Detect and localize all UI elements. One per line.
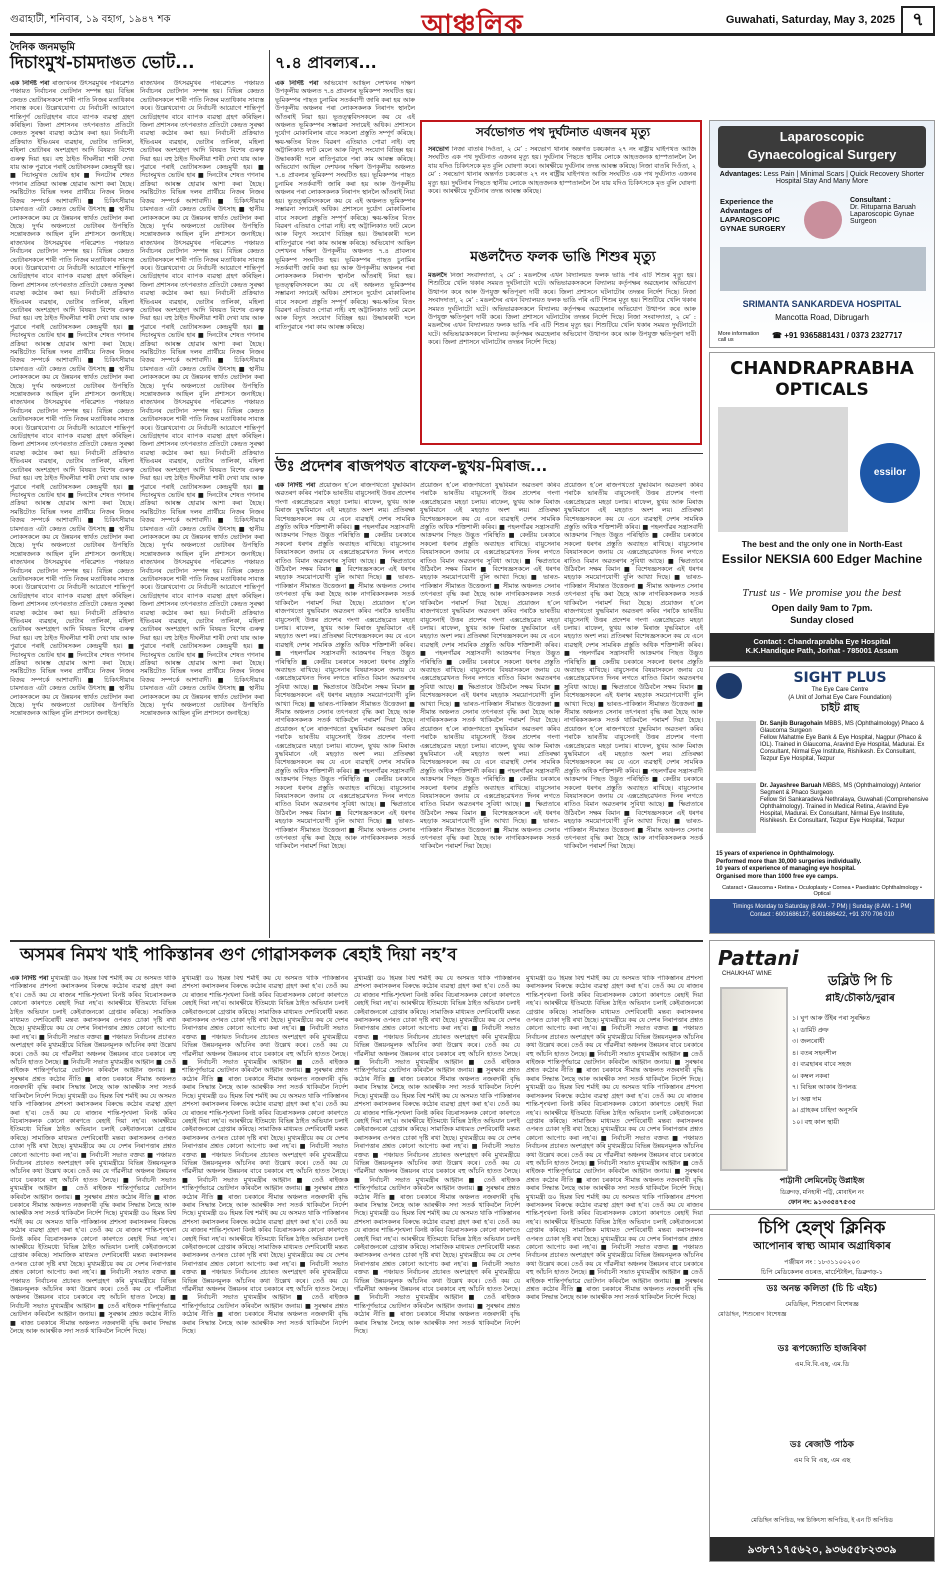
ad3-bullets: [716, 851, 930, 881]
ad-cp-health: [709, 1214, 935, 1562]
uterus-icon: [804, 201, 842, 239]
article1-body-repeat3: ৰাজ্যখনৰ উৎসৱমুখৰ পৰিৱেশত পঞ্চায়ত নিৰ্বাচনৰ ভোটদান সম্পন্ন হয়। বিভিন্ন কেন্দ্ৰত ভোটাৰসকলে শাৰী পাতি নিজৰ মতাধিকাৰ সাব্যস্ত কৰে। উল্লেখযোগ্য যে নিৰ্বাচনী আয়োগে শান্তিপূৰ্ণ ভোটগ্ৰহণৰ বাবে ব্যাপক ব্যৱস্থা গ্ৰহণ কৰিছিল। জিলা প্ৰশাসনৰ তৎপৰতাত প্ৰতিটো কেন্দ্ৰত সুৰক্ষা ব্যৱস্থা কঠোৰ কৰা হয়। নিৰ্বাচনী প্ৰক্ৰিয়াত ইভিএমৰ ব্যৱহাৰ, ভোটাৰ তালিকা, মহিলা ভোটাৰৰ অংশগ্ৰহণ আদি বিষয়ত বিশেষ গুৰুত্ব দিয়া হয়। বহু ঠাইত দীঘলীয়া শাৰী দেখা যায় আৰু পুৱাৰে পৰাই ভোটাৰসকল কেন্দ্ৰমুখী হয়। ■ দিচাংমুখত ভোটৰ হাৰ ■ দিনটোৰ শেষত গণনাৰ প্ৰক্ৰিয়া আৰম্ভ হোৱাৰ আশা কৰা হৈছে। সমষ্টিটোত বিভিন্ন দলৰ প্ৰাৰ্থীয়ে নিজৰ নিজৰ বিজয় সম্পৰ্কে আশাবাদী। ■ চিকিৎসীয়াৰ চামদাঙত এটা কেন্দ্ৰত ভোটৰ উৎসাহ ■ স্থানীয় লোকসকলে কয় যে উন্নয়নৰ স্বাৰ্থত ভোটদান কৰা হৈছে। দুৰ্গম অঞ্চলতো ভোটাৰৰ উপস্থিতি সন্তোষজনক আছিল বুলি প্ৰশাসনে জনাইছে।: [10, 559, 134, 718]
article5-text-g: প্ৰয়োজন হ’লে ৰাজপথতো যুদ্ধবিমান অৱতৰণ কৰিব পৰাকৈ ভাৰতীয় বায়ুসেনাই উত্তৰ প্ৰদেশৰ গংগা এক্সপ্ৰেছৱেত মহড়া চলায়। ৰাফেল, ছুখয় আৰু মিৰাজ যুদ্ধবিমানে এই মহড়াত অংশ লয়। প্ৰতিৰক্ষা বিশেষজ্ঞসকলে কয় যে এনে ব্যৱস্থাই দেশৰ সামৰিক প্ৰস্তুতি অধিক শক্তিশালী কৰিব। ■ পহলগাঁৱৰ সন্ত্ৰাসবাদী আক্ৰমণৰ পিছত উদ্ভূত পৰিস্থিতি ■ কেন্দ্ৰীয় চৰকাৰে সকলো ধৰণৰ প্ৰস্তুতি অব্যাহত ৰাখিছে। বায়ুসেনাৰ বিষয়াসকলে জনায় যে এক্সপ্ৰেছৱেখনত দিনৰ লগতে ৰাতিও বিমান অৱতৰণৰ সুবিধা আছে। ■ ক্ষিপ্ৰতাৰে উঠিবলৈ সক্ষম বিমান ■ বিশেষজ্ঞসকলে এই ধৰণৰ মহড়াক সময়োপযোগী বুলি আখ্যা দিছে। ■ ভাৰত-পাকিস্তান সীমান্তত উত্তেজনা ■ সীমান্ত অঞ্চলত সেনাৰ তৎপৰতা বৃদ্ধি কৰা হৈছে আৰু নাগৰিকসকলক সতৰ্ক থাকিবলৈ পৰামৰ্শ দিয়া হৈছে।: [564, 482, 703, 607]
article4-headline: মঙলদৈত ফলক ভাঙি শিশুৰ মৃত্যু: [470, 249, 656, 265]
ad3-sub: The Eye Care Centre: [811, 687, 869, 693]
article4-byline: মঙলদৈ: [428, 272, 447, 279]
article5-body-col1: [275, 482, 415, 937]
article1-body-col2: [140, 80, 264, 935]
page-number: ৭: [901, 6, 935, 36]
ad5-doc3: ডঃ ৰেজাউ পাঠক: [790, 1440, 854, 1450]
ad3-contact: Contact : 6001686127, 6001686422, +91 370 706 010: [749, 912, 895, 918]
ad3-bullet-2: Performed more than 30,000 surgeries individually.: [716, 858, 862, 865]
masthead-date-assamese: গুৱাহাটী, শনিবাৰ, ১৯ বহাগ, ১৯৪৭ শক: [10, 14, 171, 25]
ad5-tagline: আপোনাৰ স্বাস্থ্য আমাৰ অগ্ৰাধিকাৰ: [753, 1241, 891, 1252]
ad4-item-7: ৭। বিভিন্ন আকাৰ উপলব্ধ: [792, 1084, 857, 1091]
ad3-doc1: Dr. Sanjib Buragohain: [760, 721, 823, 727]
ad3-timings: Timings Monday to Saturday (8 AM - 7 PM) | Sunday (8 AM - 1 PM): [732, 904, 912, 910]
article2-text: অভিযোগ আছিল দেশখনৰ দক্ষিণ উপকূলীয় অঞ্চলত ৭.৪ প্ৰাবল্যৰ ভূমিকম্প সংঘটিত হয়। ভূমিকম্পৰ পাছত চুনামিৰ সতৰ্কবাণী জাৰি কৰা হয় আৰু উপকূলীয় অঞ্চলৰ পৰা লোকসকলক নিৰাপদ স্থানলৈ আঁতৰাই নিয়া হয়। ভূতত্ত্ববিদসকলে কয় যে এই অঞ্চলত ভূমিকম্পৰ সম্ভাৱনা সদায়েই অধিক। প্ৰশাসনে দুৰ্যোগ মোকাবিলাৰ বাবে সকলো প্ৰস্তুতি সম্পূৰ্ণ কৰিছে। ক্ষয়-ক্ষতিৰ বিতং বিৱৰণ এতিয়াও পোৱা নাই। বহু অট্টালিকাত ফাট মেলে আৰু বিদ্যুৎ সংযোগ বিচ্ছিন্ন হয়। উদ্ধাৰকাৰী দলে ৰাতিপুৱাৰে পৰা কাম আৰম্ভ কৰিছে।: [275, 80, 415, 163]
article1-byline: এক নিৰ্দিষ্ট পৰা: [10, 80, 50, 87]
article1-body: ৰাজ্যখনৰ উৎসৱমুখৰ পৰিৱেশত পঞ্চায়ত নিৰ্বাচনৰ ভোটদান সম্পন্ন হয়। বিভিন্ন কেন্দ্ৰত ভোটাৰসকলে শাৰী পাতি নিজৰ মতাধিকাৰ সাব্যস্ত কৰে। উল্লেখযোগ্য যে নিৰ্বাচনী আয়োগে শান্তিপূৰ্ণ ভোটগ্ৰহণৰ বাবে ব্যাপক ব্যৱস্থা গ্ৰহণ কৰিছিল। জিলা প্ৰশাসনৰ তৎপৰতাত প্ৰতিটো কেন্দ্ৰত সুৰক্ষা ব্যৱস্থা কঠোৰ কৰা হয়। নিৰ্বাচনী প্ৰক্ৰিয়াত ইভিএমৰ ব্যৱহাৰ, ভোটাৰ তালিকা, মহিলা ভোটাৰৰ অংশগ্ৰহণ আদি বিষয়ত বিশেষ গুৰুত্ব দিয়া হয়। বহু ঠাইত দীঘলীয়া শাৰী দেখা যায় আৰু পুৱাৰে পৰাই ভোটাৰসকল কেন্দ্ৰমুখী হয়। ■ দিচাংমুখত ভোটৰ হাৰ ■ দিনটোৰ শেষত গণনাৰ প্ৰক্ৰিয়া আৰম্ভ হোৱাৰ আশা কৰা হৈছে। সমষ্টিটোত বিভিন্ন দলৰ প্ৰাৰ্থীয়ে নিজৰ নিজৰ বিজয় সম্পৰ্কে আশাবাদী। ■ চিকিৎসীয়াৰ চামদাঙত এটা কেন্দ্ৰত ভোটৰ উৎসাহ ■ স্থানীয় লোকসকলে কয় যে উন্নয়নৰ স্বাৰ্থত ভোটদান কৰা হৈছে। দুৰ্গম অঞ্চলতো ভোটাৰৰ উপস্থিতি সন্তোষজনক আছিল বুলি প্ৰশাসনে জনাইছে।: [10, 80, 134, 239]
ad2-brand: essilor: [873, 467, 907, 478]
masthead-logo: আঞ্চলিক: [421, 10, 524, 40]
ad4-item-8: ৮। অল্প দাম: [792, 1095, 822, 1103]
article3-body: [428, 146, 696, 241]
doctor2-photo: [716, 783, 756, 833]
ad3-doc1-d: Fellow Mahatme Eye Bank & Eye Hospital, Nagpur (Phaco & IOL). Trained in Glaucoma, Aravind Eye Hospital, Madurai. Ex Consultant, Nirmal Eye Institute, Rishikesh. Ex Consultant, Tezpur Eye Hospital, Tezpur: [760, 735, 925, 762]
ad2-contact: Contact : Chandraprabha Eye Hospital: [753, 637, 891, 646]
doctor1-photo: [716, 721, 756, 771]
ad4-item-5: ৫। ব্যৱহাৰৰ বাবে সহজ: [792, 1061, 852, 1068]
ad3-name-as: চাইট প্লাছ: [820, 703, 860, 714]
article4-text-r: নিজা সংবাদদাতা, ২ মে’ : মঙলদৈৰ এখন বিদ্যালয়ত ফলক ভাঙি পৰি এটি শিশুৰ মৃত্যু হয়। শিশুটিয়ে খেলি থকাৰ সময়ত দুৰ্ঘটনাটো ঘটে। অভিভাৱকসকলে বিদ্যালয় কৰ্তৃপক্ষৰ অৱহেলাৰ অভিযোগ উত্থাপন কৰে আৰু উপযুক্ত ক্ষতিপূৰণ দাবী কৰে। জিলা প্ৰশাসনে ঘটনাটোৰ তদন্তৰ নিৰ্দেশ দিছে।: [428, 288, 696, 322]
ad5-footer: মেডিছিন অপিচিড, দন্ত চিকিৎসা অপিচিড, ই এন টি অপিচিড: [751, 1518, 893, 1524]
ad3-doc2-q: MBBS, MS (Ophthalmology) Anterior Segment & Phaco Surgeon: [760, 783, 921, 796]
article5-text-f: প্ৰয়োজন হ’লে ৰাজপথতো যুদ্ধবিমান অৱতৰণ কৰিব পৰাকৈ ভাৰতীয় বায়ুসেনাই উত্তৰ প্ৰদেশৰ গংগা এক্সপ্ৰেছৱেত মহড়া চলায়। ৰাফেল, ছুখয় আৰু মিৰাজ যুদ্ধবিমানে এই মহড়াত অংশ লয়। প্ৰতিৰক্ষা বিশেষজ্ঞসকলে কয় যে এনে ব্যৱস্থাই দেশৰ সামৰিক প্ৰস্তুতি অধিক শক্তিশালী কৰিব। ■ পহলগাঁৱৰ সন্ত্ৰাসবাদী আক্ৰমণৰ পিছত উদ্ভূত পৰিস্থিতি ■ কেন্দ্ৰীয় চৰকাৰে সকলো ধৰণৰ প্ৰস্তুতি অব্যাহত ৰাখিছে। বায়ুসেনাৰ বিষয়াসকলে জনায় যে এক্সপ্ৰেছৱেখনত দিনৰ লগতে ৰাতিও বিমান অৱতৰণৰ সুবিধা আছে। ■ ক্ষিপ্ৰতাৰে উঠিবলৈ সক্ষম বিমান ■ বিশেষজ্ঞসকলে এই ধৰণৰ মহড়াক সময়োপযোগী বুলি আখ্যা দিছে। ■ ভাৰত-পাকিস্তান সীমান্তত উত্তেজনা ■ সীমান্ত অঞ্চলত সেনাৰ তৎপৰতা বৃদ্ধি কৰা হৈছে আৰু নাগৰিকসকলক সতৰ্ক থাকিবলৈ পৰামৰ্শ দিয়া হৈছে।: [420, 725, 560, 851]
article1-body-c2a: ৰাজ্যখনৰ উৎসৱমুখৰ পৰিৱেশত পঞ্চায়ত নিৰ্বাচনৰ ভোটদান সম্পন্ন হয়। বিভিন্ন কেন্দ্ৰত ভোটাৰসকলে শাৰী পাতি নিজৰ মতাধিকাৰ সাব্যস্ত কৰে। উল্লেখযোগ্য যে নিৰ্বাচনী আয়োগে শান্তিপূৰ্ণ ভোটগ্ৰহণৰ বাবে ব্যাপক ব্যৱস্থা গ্ৰহণ কৰিছিল। জিলা প্ৰশাসনৰ তৎপৰতাত প্ৰতিটো কেন্দ্ৰত সুৰক্ষা ব্যৱস্থা কঠোৰ কৰা হয়। নিৰ্বাচনী প্ৰক্ৰিয়াত ইভিএমৰ ব্যৱহাৰ, ভোটাৰ তালিকা, মহিলা ভোটাৰৰ অংশগ্ৰহণ আদি বিষয়ত বিশেষ গুৰুত্ব দিয়া হয়। বহু ঠাইত দীঘলীয়া শাৰী দেখা যায় আৰু পুৱাৰে পৰাই ভোটাৰসকল কেন্দ্ৰমুখী হয়। ■ দিচাংমুখত ভোটৰ হাৰ ■ দিনটোৰ শেষত গণনাৰ প্ৰক্ৰিয়া আৰম্ভ হোৱাৰ আশা কৰা হৈছে। সমষ্টিটোত বিভিন্ন দলৰ প্ৰাৰ্থীয়ে নিজৰ নিজৰ বিজয় সম্পৰ্কে আশাবাদী। ■ চিকিৎসীয়াৰ চামদাঙত এটা কেন্দ্ৰত ভোটৰ উৎসাহ ■ স্থানীয় লোকসকলে কয় যে উন্নয়নৰ স্বাৰ্থত ভোটদান কৰা হৈছে। দুৰ্গম অঞ্চলতো ভোটাৰৰ উপস্থিতি সন্তোষজনক আছিল বুলি প্ৰশাসনে জনাইছে।: [140, 80, 264, 239]
ad5-doc3-q: এম বি বি এছ, এম এছ: [793, 1457, 851, 1464]
ad4-features: [792, 1013, 930, 1128]
ad3-bullet-1: 15 years of experience in Ophthalmology.: [716, 851, 835, 857]
ad1-title1: Laparoscopic: [779, 129, 865, 144]
article3-byline: সৰভোগ: [428, 146, 449, 153]
article2-text-r2: অভিযোগ আছিল দেশখনৰ দক্ষিণ উপকূলীয় অঞ্চলত ৭.৪ প্ৰাবল্যৰ ভূমিকম্প সংঘটিত হয়। ভূমিকম্পৰ পাছত চুনামিৰ সতৰ্কবাণী জাৰি কৰা হয় আৰু উপকূলীয় অঞ্চলৰ পৰা লোকসকলক নিৰাপদ স্থানলৈ আঁতৰাই নিয়া হয়। ভূতত্ত্ববিদসকলে কয় যে এই অঞ্চলত ভূমিকম্পৰ সম্ভাৱনা সদায়েই অধিক। প্ৰশাসনে দুৰ্যোগ মোকাবিলাৰ বাবে সকলো প্ৰস্তুতি সম্পূৰ্ণ কৰিছে। ক্ষয়-ক্ষতিৰ বিতং বিৱৰণ এতিয়াও পোৱা নাই। বহু অট্টালিকাত ফাট মেলে আৰু বিদ্যুৎ সংযোগ বিচ্ছিন্ন হয়। উদ্ধাৰকাৰী দলে ৰাতিপুৱাৰে পৰা কাম আৰম্ভ কৰিছে।: [275, 239, 415, 331]
article1-body-c2b: ৰাজ্যখনৰ উৎসৱমুখৰ পৰিৱেশত পঞ্চায়ত নিৰ্বাচনৰ ভোটদান সম্পন্ন হয়। বিভিন্ন কেন্দ্ৰত ভোটাৰসকলে শাৰী পাতি নিজৰ মতাধিকাৰ সাব্যস্ত কৰে। উল্লেখযোগ্য যে নিৰ্বাচনী আয়োগে শান্তিপূৰ্ণ ভোটগ্ৰহণৰ বাবে ব্যাপক ব্যৱস্থা গ্ৰহণ কৰিছিল। জিলা প্ৰশাসনৰ তৎপৰতাত প্ৰতিটো কেন্দ্ৰত সুৰক্ষা ব্যৱস্থা কঠোৰ কৰা হয়। নিৰ্বাচনী প্ৰক্ৰিয়াত ইভিএমৰ ব্যৱহাৰ, ভোটাৰ তালিকা, মহিলা ভোটাৰৰ অংশগ্ৰহণ আদি বিষয়ত বিশেষ গুৰুত্ব দিয়া হয়। বহু ঠাইত দীঘলীয়া শাৰী দেখা যায় আৰু পুৱাৰে পৰাই ভোটাৰসকল কেন্দ্ৰমুখী হয়। ■ দিচাংমুখত ভোটৰ হাৰ ■ দিনটোৰ শেষত গণনাৰ প্ৰক্ৰিয়া আৰম্ভ হোৱাৰ আশা কৰা হৈছে। সমষ্টিটোত বিভিন্ন দলৰ প্ৰাৰ্থীয়ে নিজৰ নিজৰ বিজয় সম্পৰ্কে আশাবাদী। ■ চিকিৎসীয়াৰ চামদাঙত এটা কেন্দ্ৰত ভোটৰ উৎসাহ ■ স্থানীয় লোকসকলে কয় যে উন্নয়নৰ স্বাৰ্থত ভোটদান কৰা হৈছে। দুৰ্গম অঞ্চলতো ভোটাৰৰ উপস্থিতি সন্তোষজনক আছিল বুলি প্ৰশাসনে জনাইছে।: [140, 239, 264, 399]
ad4-shop: পাট্টানী লেমিনেটচ্ উপ্লাইজ: [779, 1176, 865, 1185]
ad4-item-6: ৬। কম্বল নকৰা: [792, 1072, 830, 1080]
article6-text-k: মুখ্যমন্ত্ৰী ড০ হিমন্ত বিশ্ব শৰ্মাই কয় যে অসমত থাকি পাকিস্তানৰ প্ৰশংসা কৰাসকলৰ বিৰুদ্ধে কঠোৰ ব্যৱস্থা গ্ৰহণ কৰা হ’ব। তেওঁ কয় যে ৰাজ্যৰ শান্তি-শৃংখলা বিনষ্ট কৰিব বিচৰাসকলক কোনো কাৰণতে ৰেহাই দিয়া নহ’ব। আৰক্ষীয়ে ইতিমধ্যে বিভিন্ন ঠাইত অভিযান চলাই কেইবাজনকো গ্ৰেপ্তাৰ কৰিছে। সামাজিক মাধ্যমত দেশবিৰোধী মন্তব্য কৰাসকলৰ ওপৰত চোকা দৃষ্টি ৰখা হৈছে। মুখ্যমন্ত্ৰীয়ে কয় যে দেশৰ নিৰাপত্তাৰ প্ৰশ্নত কোনো আপোচ কৰা নহ’ব। ■ নিৰ্বাচনী সভাত বক্তব্য ■ পঞ্চায়ত নিৰ্বাচনৰ প্ৰচাৰত অংশগ্ৰহণ কৰি মুখ্যমন্ত্ৰীয়ে বিভিন্ন উন্নয়নমূলক আঁচনিৰ কথা উল্লেখ কৰে। তেওঁ কয় যে গাঁৱলীয়া অঞ্চলৰ উন্নয়নৰ বাবে চৰকাৰে বহু আঁচনি হাতত লৈছে। ■ নিৰ্বাচনী সভাত মুখ্যমন্ত্ৰীৰ আহ্বান ■ তেওঁ ৰাইজক শান্তিপূৰ্ণভাৱে ভোটদান কৰিবলৈ আহ্বান জনায়। ■ সুৰক্ষাৰ প্ৰশ্নত কঠোৰ নীতি ■ ৰাজ্য চৰকাৰে সীমান্ত অঞ্চলত নজৰদাৰী বৃদ্ধি কৰাৰ সিদ্ধান্ত লৈছে আৰু আৰক্ষীক সদা সতৰ্ক থাকিবলৈ নিৰ্দেশ দিছে।: [526, 1084, 703, 1193]
article5-text-e: প্ৰয়োজন হ’লে ৰাজপথতো যুদ্ধবিমান অৱতৰণ কৰিব পৰাকৈ ভাৰতীয় বায়ুসেনাই উত্তৰ প্ৰদেশৰ গংগা এক্সপ্ৰেছৱেত মহড়া চলায়। ৰাফেল, ছুখয় আৰু মিৰাজ যুদ্ধবিমানে এই মহড়াত অংশ লয়। প্ৰতিৰক্ষা বিশেষজ্ঞসকলে কয় যে এনে ব্যৱস্থাই দেশৰ সামৰিক প্ৰস্তুতি অধিক শক্তিশালী কৰিব। ■ পহলগাঁৱৰ সন্ত্ৰাসবাদী আক্ৰমণৰ পিছত উদ্ভূত পৰিস্থিতি ■ কেন্দ্ৰীয় চৰকাৰে সকলো ধৰণৰ প্ৰস্তুতি অব্যাহত ৰাখিছে। বায়ুসেনাৰ বিষয়াসকলে জনায় যে এক্সপ্ৰেছৱেখনত দিনৰ লগতে ৰাতিও বিমান অৱতৰণৰ সুবিধা আছে। ■ ক্ষিপ্ৰতাৰে উঠিবলৈ সক্ষম বিমান ■ বিশেষজ্ঞসকলে এই ধৰণৰ মহড়াক সময়োপযোগী বুলি আখ্যা দিছে। ■ ভাৰত-পাকিস্তান সীমান্তত উত্তেজনা ■ সীমান্ত অঞ্চলত সেনাৰ তৎপৰতা বৃদ্ধি কৰা হৈছে আৰু নাগৰিকসকলক সতৰ্ক থাকিবলৈ পৰামৰ্শ দিয়া হৈছে।: [420, 599, 560, 725]
ad1-advantages: Less Pain | Minimal Scars | Quick Recovery Shorter Hospital Stay And Many More: [763, 171, 925, 185]
section-tag: দৈনিক জনমভূমি: [10, 42, 75, 53]
article6-body-col2: [182, 975, 348, 1560]
article1-body-repeat2: ৰাজ্যখনৰ উৎসৱমুখৰ পৰিৱেশত পঞ্চায়ত নিৰ্বাচনৰ ভোটদান সম্পন্ন হয়। বিভিন্ন কেন্দ্ৰত ভোটাৰসকলে শাৰী পাতি নিজৰ মতাধিকাৰ সাব্যস্ত কৰে। উল্লেখযোগ্য যে নিৰ্বাচনী আয়োগে শান্তিপূৰ্ণ ভোটগ্ৰহণৰ বাবে ব্যাপক ব্যৱস্থা গ্ৰহণ কৰিছিল। জিলা প্ৰশাসনৰ তৎপৰতাত প্ৰতিটো কেন্দ্ৰত সুৰক্ষা ব্যৱস্থা কঠোৰ কৰা হয়। নিৰ্বাচনী প্ৰক্ৰিয়াত ইভিএমৰ ব্যৱহাৰ, ভোটাৰ তালিকা, মহিলা ভোটাৰৰ অংশগ্ৰহণ আদি বিষয়ত বিশেষ গুৰুত্ব দিয়া হয়। বহু ঠাইত দীঘলীয়া শাৰী দেখা যায় আৰু পুৱাৰে পৰাই ভোটাৰসকল কেন্দ্ৰমুখী হয়। ■ দিচাংমুখত ভোটৰ হাৰ ■ দিনটোৰ শেষত গণনাৰ প্ৰক্ৰিয়া আৰম্ভ হোৱাৰ আশা কৰা হৈছে। সমষ্টিটোত বিভিন্ন দলৰ প্ৰাৰ্থীয়ে নিজৰ নিজৰ বিজয় সম্পৰ্কে আশাবাদী। ■ চিকিৎসীয়াৰ চামদাঙত এটা কেন্দ্ৰত ভোটৰ উৎসাহ ■ স্থানীয় লোকসকলে কয় যে উন্নয়নৰ স্বাৰ্থত ভোটদান কৰা হৈছে। দুৰ্গম অঞ্চলতো ভোটাৰৰ উপস্থিতি সন্তোষজনক আছিল বুলি প্ৰশাসনে জনাইছে।: [10, 399, 134, 558]
article6-text-e: মুখ্যমন্ত্ৰী ড০ হিমন্ত বিশ্ব শৰ্মাই কয় যে অসমত থাকি পাকিস্তানৰ প্ৰশংসা কৰাসকলৰ বিৰুদ্ধে কঠোৰ ব্যৱস্থা গ্ৰহণ কৰা হ’ব। তেওঁ কয় যে ৰাজ্যৰ শান্তি-শৃংখলা বিনষ্ট কৰিব বিচৰাসকলক কোনো কাৰণতে ৰেহাই দিয়া নহ’ব। আৰক্ষীয়ে ইতিমধ্যে বিভিন্ন ঠাইত অভিযান চলাই কেইবাজনকো গ্ৰেপ্তাৰ কৰিছে। সামাজিক মাধ্যমত দেশবিৰোধী মন্তব্য কৰাসকলৰ ওপৰত চোকা দৃষ্টি ৰখা হৈছে। মুখ্যমন্ত্ৰীয়ে কয় যে দেশৰ নিৰাপত্তাৰ প্ৰশ্নত কোনো আপোচ কৰা নহ’ব। ■ নিৰ্বাচনী সভাত বক্তব্য ■ পঞ্চায়ত নিৰ্বাচনৰ প্ৰচাৰত অংশগ্ৰহণ কৰি মুখ্যমন্ত্ৰীয়ে বিভিন্ন উন্নয়নমূলক আঁচনিৰ কথা উল্লেখ কৰে। তেওঁ কয় যে গাঁৱলীয়া অঞ্চলৰ উন্নয়নৰ বাবে চৰকাৰে বহু আঁচনি হাতত লৈছে। ■ নিৰ্বাচনী সভাত মুখ্যমন্ত্ৰীৰ আহ্বান ■ তেওঁ ৰাইজক শান্তিপূৰ্ণভাৱে ভোটদান কৰিবলৈ আহ্বান জনায়। ■ সুৰক্ষাৰ প্ৰশ্নত কঠোৰ নীতি ■ ৰাজ্য চৰকাৰে সীমান্ত অঞ্চলত নজৰদাৰী বৃদ্ধি কৰাৰ সিদ্ধান্ত লৈছে আৰু আৰক্ষীক সদা সতৰ্ক থাকিবলৈ নিৰ্দেশ দিছে।: [182, 1092, 348, 1218]
ad5-phone: ৯৩৮৭১৭৫৬২০, ৯৩৬৫৫৮২৩৩৯: [710, 1537, 934, 1562]
article4-text-r2: নিজা সংবাদদাতা, ২ মে’ : মঙলদৈৰ এখন বিদ্যালয়ত ফলক ভাঙি পৰি এটি শিশুৰ মৃত্যু হয়। শিশুটিয়ে খেলি থকাৰ সময়ত দুৰ্ঘটনাটো ঘটে। অভিভাৱকসকলে বিদ্যালয় কৰ্তৃপক্ষৰ অৱহেলাৰ অভিযোগ উত্থাপন কৰে আৰু উপযুক্ত ক্ষতিপূৰণ দাবী কৰে। জিলা প্ৰশাসনে ঘটনাটোৰ তদন্তৰ নিৰ্দেশ দিছে।: [428, 314, 696, 347]
ad2-name2: OPTICALS: [775, 380, 869, 400]
ad5-doc1: ডঃ অনন্ত কলিতা (চি চি এইচ): [766, 1284, 878, 1294]
ad3-sub2: (A Unit of Jorhat Eye Care Foundation): [788, 695, 892, 701]
article5-text-d: প্ৰয়োজন হ’লে ৰাজপথতো যুদ্ধবিমান অৱতৰণ কৰিব পৰাকৈ ভাৰতীয় বায়ুসেনাই উত্তৰ প্ৰদেশৰ গংগা এক্সপ্ৰেছৱেত মহড়া চলায়। ৰাফেল, ছুখয় আৰু মিৰাজ যুদ্ধবিমানে এই মহড়াত অংশ লয়। প্ৰতিৰক্ষা বিশেষজ্ঞসকলে কয় যে এনে ব্যৱস্থাই দেশৰ সামৰিক প্ৰস্তুতি অধিক শক্তিশালী কৰিব। ■ পহলগাঁৱৰ সন্ত্ৰাসবাদী আক্ৰমণৰ পিছত উদ্ভূত পৰিস্থিতি ■ কেন্দ্ৰীয় চৰকাৰে সকলো ধৰণৰ প্ৰস্তুতি অব্যাহত ৰাখিছে। বায়ুসেনাৰ বিষয়াসকলে জনায় যে এক্সপ্ৰেছৱেখনত দিনৰ লগতে ৰাতিও বিমান অৱতৰণৰ সুবিধা আছে। ■ ক্ষিপ্ৰতাৰে উঠিবলৈ সক্ষম বিমান ■ বিশেষজ্ঞসকলে এই ধৰণৰ মহড়াক সময়োপযোগী বুলি আখ্যা দিছে। ■ ভাৰত-পাকিস্তান সীমান্তত উত্তেজনা ■ সীমান্ত অঞ্চলত সেনাৰ তৎপৰতা বৃদ্ধি কৰা হৈছে আৰু নাগৰিকসকলক সতৰ্ক থাকিবলৈ পৰামৰ্শ দিয়া হৈছে।: [420, 482, 560, 607]
article6-text-g: মুখ্যমন্ত্ৰী ড০ হিমন্ত বিশ্ব শৰ্মাই কয় যে অসমত থাকি পাকিস্তানৰ প্ৰশংসা কৰাসকলৰ বিৰুদ্ধে কঠোৰ ব্যৱস্থা গ্ৰহণ কৰা হ’ব। তেওঁ কয় যে ৰাজ্যৰ শান্তি-শৃংখলা বিনষ্ট কৰিব বিচৰাসকলক কোনো কাৰণতে ৰেহাই দিয়া নহ’ব। আৰক্ষীয়ে ইতিমধ্যে বিভিন্ন ঠাইত অভিযান চলাই কেইবাজনকো গ্ৰেপ্তাৰ কৰিছে। সামাজিক মাধ্যমত দেশবিৰোধী মন্তব্য কৰাসকলৰ ওপৰত চোকা দৃষ্টি ৰখা হৈছে। মুখ্যমন্ত্ৰীয়ে কয় যে দেশৰ নিৰাপত্তাৰ প্ৰশ্নত কোনো আপোচ কৰা নহ’ব। ■ নিৰ্বাচনী সভাত বক্তব্য ■ পঞ্চায়ত নিৰ্বাচনৰ প্ৰচাৰত অংশগ্ৰহণ কৰি মুখ্যমন্ত্ৰীয়ে বিভিন্ন উন্নয়নমূলক আঁচনিৰ কথা উল্লেখ কৰে। তেওঁ কয় যে গাঁৱলীয়া অঞ্চলৰ উন্নয়নৰ বাবে চৰকাৰে বহু আঁচনি হাতত লৈছে। ■ নিৰ্বাচনী সভাত মুখ্যমন্ত্ৰীৰ আহ্বান ■ তেওঁ ৰাইজক শান্তিপূৰ্ণভাৱে ভোটদান কৰিবলৈ আহ্বান জনায়। ■ সুৰক্ষাৰ প্ৰশ্নত কঠোৰ নীতি ■ ৰাজ্য চৰকাৰে সীমান্ত অঞ্চলত নজৰদাৰী বৃদ্ধি কৰাৰ সিদ্ধান্ত লৈছে আৰু আৰক্ষীক সদা সতৰ্ক থাকিবলৈ নিৰ্দেশ দিছে।: [354, 975, 520, 1100]
ad1-title2: Gynaecological Surgery: [747, 147, 897, 162]
ad-sightplus: [709, 666, 935, 934]
article5-byline: এক নিৰ্দিষ্ট পৰা: [275, 482, 316, 489]
ad2-name: CHANDRAPRABHA: [730, 358, 914, 379]
ad1-consultant: Dr. Rituparna Baruah Laparoscopic Gynae Surgeon: [850, 204, 916, 225]
article2-body: [275, 80, 415, 450]
ad5-branch: চিপি মেডিকেলৰ ওচৰত, মাৰ্চেন্টাইল, ডিব্ৰুগড়-১: [760, 1269, 884, 1276]
article2-text-r: অভিযোগ আছিল দেশখনৰ দক্ষিণ উপকূলীয় অঞ্চলত ৭.৪ প্ৰাবল্যৰ ভূমিকম্প সংঘটিত হয়। ভূমিকম্পৰ পাছত চুনামিৰ সতৰ্কবাণী জাৰি কৰা হয় আৰু উপকূলীয় অঞ্চলৰ পৰা লোকসকলক নিৰাপদ স্থানলৈ আঁতৰাই নিয়া হয়। ভূতত্ত্ববিদসকলে কয় যে এই অঞ্চলত ভূমিকম্পৰ সম্ভাৱনা সদায়েই অধিক। প্ৰশাসনে দুৰ্যোগ মোকাবিলাৰ বাবে সকলো প্ৰস্তুতি সম্পূৰ্ণ কৰিছে। ক্ষয়-ক্ষতিৰ বিতং বিৱৰণ এতিয়াও পোৱা নাই। বহু অট্টালিকাত ফাট মেলে আৰু বিদ্যুৎ সংযোগ বিচ্ছিন্ন হয়। উদ্ধাৰকাৰী দলে ৰাতিপুৱাৰে পৰা কাম আৰম্ভ কৰিছে।: [275, 164, 415, 247]
article2-headline: ৭.৪ প্ৰাবল্যৰ...: [275, 53, 377, 72]
ad4-item-10: ১০। বহু কাল স্থায়ী: [792, 1118, 840, 1126]
article1-body-col1: [10, 80, 134, 935]
article6-text-i: মুখ্যমন্ত্ৰী ড০ হিমন্ত বিশ্ব শৰ্মাই কয় যে অসমত থাকি পাকিস্তানৰ প্ৰশংসা কৰাসকলৰ বিৰুদ্ধে কঠোৰ ব্যৱস্থা গ্ৰহণ কৰা হ’ব। তেওঁ কয় যে ৰাজ্যৰ শান্তি-শৃংখলা বিনষ্ট কৰিব বিচৰাসকলক কোনো কাৰণতে ৰেহাই দিয়া নহ’ব। আৰক্ষীয়ে ইতিমধ্যে বিভিন্ন ঠাইত অভিযান চলাই কেইবাজনকো গ্ৰেপ্তাৰ কৰিছে। সামাজিক মাধ্যমত দেশবিৰোধী মন্তব্য কৰাসকলৰ ওপৰত চোকা দৃষ্টি ৰখা হৈছে। মুখ্যমন্ত্ৰীয়ে কয় যে দেশৰ নিৰাপত্তাৰ প্ৰশ্নত কোনো আপোচ কৰা নহ’ব। ■ নিৰ্বাচনী সভাত বক্তব্য ■ পঞ্চায়ত নিৰ্বাচনৰ প্ৰচাৰত অংশগ্ৰহণ কৰি মুখ্যমন্ত্ৰীয়ে বিভিন্ন উন্নয়নমূলক আঁচনিৰ কথা উল্লেখ কৰে। তেওঁ কয় যে গাঁৱলীয়া অঞ্চলৰ উন্নয়নৰ বাবে চৰকাৰে বহু আঁচনি হাতত লৈছে। ■ নিৰ্বাচনী সভাত মুখ্যমন্ত্ৰীৰ আহ্বান ■ তেওঁ ৰাইজক শান্তিপূৰ্ণভাৱে ভোটদান কৰিবলৈ আহ্বান জনায়। ■ সুৰক্ষাৰ প্ৰশ্নত কঠোৰ নীতি ■ ৰাজ্য চৰকাৰে সীমান্ত অঞ্চলত নজৰদাৰী বৃদ্ধি কৰাৰ সিদ্ধান্ত লৈছে আৰু আৰক্ষীক সদা সতৰ্ক থাকিবলৈ নিৰ্দেশ দিছে।: [354, 1210, 520, 1336]
ad3-doc2: Dr. Jayashree Baruah: [760, 783, 822, 789]
article5-headline: উঃ প্ৰদেশৰ ৰাজপথত ৰাফেল-ছুখয়-মিৰাজ...: [275, 457, 548, 475]
ad3-name: SIGHT PLUS: [793, 670, 887, 686]
article6-body-col3: [354, 975, 520, 1560]
ad5-name: চিপি হেল্থ ক্লিনিক: [758, 1218, 886, 1238]
masthead-date-english: Guwahati, Saturday, May 3, 2025: [725, 14, 895, 26]
ad1-info: More information call us: [718, 331, 760, 343]
ad4-product: ডব্লিউ পি চি: [827, 974, 892, 989]
article6-text-c: মুখ্যমন্ত্ৰী ড০ হিমন্ত বিশ্ব শৰ্মাই কয় যে অসমত থাকি পাকিস্তানৰ প্ৰশংসা কৰাসকলৰ বিৰুদ্ধে কঠোৰ ব্যৱস্থা গ্ৰহণ কৰা হ’ব। তেওঁ কয় যে ৰাজ্যৰ শান্তি-শৃংখলা বিনষ্ট কৰিব বিচৰাসকলক কোনো কাৰণতে ৰেহাই দিয়া নহ’ব। আৰক্ষীয়ে ইতিমধ্যে বিভিন্ন ঠাইত অভিযান চলাই কেইবাজনকো গ্ৰেপ্তাৰ কৰিছে। সামাজিক মাধ্যমত দেশবিৰোধী মন্তব্য কৰাসকলৰ ওপৰত চোকা দৃষ্টি ৰখা হৈছে। মুখ্যমন্ত্ৰীয়ে কয় যে দেশৰ নিৰাপত্তাৰ প্ৰশ্নত কোনো আপোচ কৰা নহ’ব। ■ নিৰ্বাচনী সভাত বক্তব্য ■ পঞ্চায়ত নিৰ্বাচনৰ প্ৰচাৰত অংশগ্ৰহণ কৰি মুখ্যমন্ত্ৰীয়ে বিভিন্ন উন্নয়নমূলক আঁচনিৰ কথা উল্লেখ কৰে। তেওঁ কয় যে গাঁৱলীয়া অঞ্চলৰ উন্নয়নৰ বাবে চৰকাৰে বহু আঁচনি হাতত লৈছে। ■ নিৰ্বাচনী সভাত মুখ্যমন্ত্ৰীৰ আহ্বান ■ তেওঁ ৰাইজক শান্তিপূৰ্ণভাৱে ভোটদান কৰিবলৈ আহ্বান জনায়। ■ সুৰক্ষাৰ প্ৰশ্নত কঠোৰ নীতি ■ ৰাজ্য চৰকাৰে সীমান্ত অঞ্চলত নজৰদাৰী বৃদ্ধি কৰাৰ সিদ্ধান্ত লৈছে আৰু আৰক্ষীক সদা সতৰ্ক থাকিবলৈ নিৰ্দেশ দিছে।: [10, 1210, 176, 1336]
ad5-doc2: ডঃ ৰূপজ্যোতি হাজৰিকা: [777, 1344, 867, 1354]
article4-text: নিজা সংবাদদাতা, ২ মে’ : মঙলদৈৰ এখন বিদ্যালয়ত ফলক ভাঙি পৰি এটি শিশুৰ মৃত্যু হয়। শিশুটিয়ে খেলি থকাৰ সময়ত দুৰ্ঘটনাটো ঘটে। অভিভাৱকসকলে বিদ্যালয় কৰ্তৃপক্ষৰ অৱহেলাৰ অভিযোগ উত্থাপন কৰে আৰু উপযুক্ত ক্ষতিপূৰণ দাবী কৰে। জিলা প্ৰশাসনে ঘটনাটোৰ তদন্তৰ নিৰ্দেশ দিছে।: [428, 272, 696, 296]
ad3-doc2-d: Fellow Sri Sankaradeva Nethralaya, Guwahati (Comprehensive Ophthalmology). Trained in Medical Retina, Aravind Eye Hospital, Madurai. Ex Consultant, Nirmal Eye Institute, Rishikesh. Ex Consultant, Tezpur Eye Hospital, Tezpur: [760, 797, 929, 824]
ad4-product-sub: প্লাই/চৌকাঠ/দুৱাৰ: [825, 993, 895, 1004]
ad2-trust: Trust us - We promise you the best: [742, 589, 902, 599]
ad4-item-1: ১। ঘুণ আৰু উঁইৰ পৰা সুৰক্ষিত: [792, 1015, 871, 1022]
ad4-brand-sub: CHAUKHAT WINE: [722, 971, 772, 977]
article5-text-b: প্ৰয়োজন হ’লে ৰাজপথতো যুদ্ধবিমান অৱতৰণ কৰিব পৰাকৈ ভাৰতীয় বায়ুসেনাই উত্তৰ প্ৰদেশৰ গংগা এক্সপ্ৰেছৱেত মহড়া চলায়। ৰাফেল, ছুখয় আৰু মিৰাজ যুদ্ধবিমানে এই মহড়াত অংশ লয়। প্ৰতিৰক্ষা বিশেষজ্ঞসকলে কয় যে এনে ব্যৱস্থাই দেশৰ সামৰিক প্ৰস্তুতি অধিক শক্তিশালী কৰিব। ■ পহলগাঁৱৰ সন্ত্ৰাসবাদী আক্ৰমণৰ পিছত উদ্ভূত পৰিস্থিতি ■ কেন্দ্ৰীয় চৰকাৰে সকলো ধৰণৰ প্ৰস্তুতি অব্যাহত ৰাখিছে। বায়ুসেনাৰ বিষয়াসকলে জনায় যে এক্সপ্ৰেছৱেখনত দিনৰ লগতে ৰাতিও বিমান অৱতৰণৰ সুবিধা আছে। ■ ক্ষিপ্ৰতাৰে উঠিবলৈ সক্ষম বিমান ■ বিশেষজ্ঞসকলে এই ধৰণৰ মহড়াক সময়োপযোগী বুলি আখ্যা দিছে। ■ ভাৰত-পাকিস্তান সীমান্তত উত্তেজনা ■ সীমান্ত অঞ্চলত সেনাৰ তৎপৰতা বৃদ্ধি কৰা হৈছে আৰু নাগৰিকসকলক সতৰ্ক থাকিবলৈ পৰামৰ্শ দিয়া হৈছে।: [275, 599, 415, 725]
ad5-doc2-q: এম.বি.বি.এছ, এম.ডি: [794, 1361, 850, 1368]
article6-text-b: মুখ্যমন্ত্ৰী ড০ হিমন্ত বিশ্ব শৰ্মাই কয় যে অসমত থাকি পাকিস্তানৰ প্ৰশংসা কৰাসকলৰ বিৰুদ্ধে কঠোৰ ব্যৱস্থা গ্ৰহণ কৰা হ’ব। তেওঁ কয় যে ৰাজ্যৰ শান্তি-শৃংখলা বিনষ্ট কৰিব বিচৰাসকলক কোনো কাৰণতে ৰেহাই দিয়া নহ’ব। আৰক্ষীয়ে ইতিমধ্যে বিভিন্ন ঠাইত অভিযান চলাই কেইবাজনকো গ্ৰেপ্তাৰ কৰিছে। সামাজিক মাধ্যমত দেশবিৰোধী মন্তব্য কৰাসকলৰ ওপৰত চোকা দৃষ্টি ৰখা হৈছে। মুখ্যমন্ত্ৰীয়ে কয় যে দেশৰ নিৰাপত্তাৰ প্ৰশ্নত কোনো আপোচ কৰা নহ’ব। ■ নিৰ্বাচনী সভাত বক্তব্য ■ পঞ্চায়ত নিৰ্বাচনৰ প্ৰচাৰত অংশগ্ৰহণ কৰি মুখ্যমন্ত্ৰীয়ে বিভিন্ন উন্নয়নমূলক আঁচনিৰ কথা উল্লেখ কৰে। তেওঁ কয় যে গাঁৱলীয়া অঞ্চলৰ উন্নয়নৰ বাবে চৰকাৰে বহু আঁচনি হাতত লৈছে। ■ নিৰ্বাচনী সভাত মুখ্যমন্ত্ৰীৰ আহ্বান ■ তেওঁ ৰাইজক শান্তিপূৰ্ণভাৱে ভোটদান কৰিবলৈ আহ্বান জনায়। ■ সুৰক্ষাৰ প্ৰশ্নত কঠোৰ নীতি ■ ৰাজ্য চৰকাৰে সীমান্ত অঞ্চলত নজৰদাৰী বৃদ্ধি কৰাৰ সিদ্ধান্ত লৈছে আৰু আৰক্ষীক সদা সতৰ্ক থাকিবলৈ নিৰ্দেশ দিছে।: [10, 1092, 176, 1218]
surgery-photo: [720, 247, 926, 291]
divider-line-2: [10, 940, 703, 942]
ad-laparoscopic: [709, 120, 935, 348]
ad2-hours: Open daily 9am to 7pm.: [771, 603, 873, 613]
article6-byline: এক নিৰ্দিষ্ট পৰা: [10, 975, 49, 982]
article5-text-a: প্ৰয়োজন হ’লে ৰাজপথতো যুদ্ধবিমান অৱতৰণ কৰিব পৰাকৈ ভাৰতীয় বায়ুসেনাই উত্তৰ প্ৰদেশৰ গংগা এক্সপ্ৰেছৱেত মহড়া চলায়। ৰাফেল, ছুখয় আৰু মিৰাজ যুদ্ধবিমানে এই মহড়াত অংশ লয়। প্ৰতিৰক্ষা বিশেষজ্ঞসকলে কয় যে এনে ব্যৱস্থাই দেশৰ সামৰিক প্ৰস্তুতি অধিক শক্তিশালী কৰিব। ■ পহলগাঁৱৰ সন্ত্ৰাসবাদী আক্ৰমণৰ পিছত উদ্ভূত পৰিস্থিতি ■ কেন্দ্ৰীয় চৰকাৰে সকলো ধৰণৰ প্ৰস্তুতি অব্যাহত ৰাখিছে। বায়ুসেনাৰ বিষয়াসকলে জনায় যে এক্সপ্ৰেছৱেখনত দিনৰ লগতে ৰাতিও বিমান অৱতৰণৰ সুবিধা আছে। ■ ক্ষিপ্ৰতাৰে উঠিবলৈ সক্ষম বিমান ■ বিশেষজ্ঞসকলে এই ধৰণৰ মহড়াক সময়োপযোগী বুলি আখ্যা দিছে। ■ ভাৰত-পাকিস্তান সীমান্তত উত্তেজনা ■ সীমান্ত অঞ্চলত সেনাৰ তৎপৰতা বৃদ্ধি কৰা হৈছে আৰু নাগৰিকসকলক সতৰ্ক থাকিবলৈ পৰামৰ্শ দিয়া হৈছে।: [275, 482, 415, 607]
article5-text-h: প্ৰয়োজন হ’লে ৰাজপথতো যুদ্ধবিমান অৱতৰণ কৰিব পৰাকৈ ভাৰতীয় বায়ুসেনাই উত্তৰ প্ৰদেশৰ গংগা এক্সপ্ৰেছৱেত মহড়া চলায়। ৰাফেল, ছুখয় আৰু মিৰাজ যুদ্ধবিমানে এই মহড়াত অংশ লয়। প্ৰতিৰক্ষা বিশেষজ্ঞসকলে কয় যে এনে ব্যৱস্থাই দেশৰ সামৰিক প্ৰস্তুতি অধিক শক্তিশালী কৰিব। ■ পহলগাঁৱৰ সন্ত্ৰাসবাদী আক্ৰমণৰ পিছত উদ্ভূত পৰিস্থিতি ■ কেন্দ্ৰীয় চৰকাৰে সকলো ধৰণৰ প্ৰস্তুতি অব্যাহত ৰাখিছে। বায়ুসেনাৰ বিষয়াসকলে জনায় যে এক্সপ্ৰেছৱেখনত দিনৰ লগতে ৰাতিও বিমান অৱতৰণৰ সুবিধা আছে। ■ ক্ষিপ্ৰতাৰে উঠিবলৈ সক্ষম বিমান ■ বিশেষজ্ঞসকলে এই ধৰণৰ মহড়াক সময়োপযোগী বুলি আখ্যা দিছে। ■ ভাৰত-পাকিস্তান সীমান্তত উত্তেজনা ■ সীমান্ত অঞ্চলত সেনাৰ তৎপৰতা বৃদ্ধি কৰা হৈছে আৰু নাগৰিকসকলক সতৰ্ক থাকিবলৈ পৰামৰ্শ দিয়া হৈছে।: [564, 599, 703, 725]
article6-text-h: মুখ্যমন্ত্ৰী ড০ হিমন্ত বিশ্ব শৰ্মাই কয় যে অসমত থাকি পাকিস্তানৰ প্ৰশংসা কৰাসকলৰ বিৰুদ্ধে কঠোৰ ব্যৱস্থা গ্ৰহণ কৰা হ’ব। তেওঁ কয় যে ৰাজ্যৰ শান্তি-শৃংখলা বিনষ্ট কৰিব বিচৰাসকলক কোনো কাৰণতে ৰেহাই দিয়া নহ’ব। আৰক্ষীয়ে ইতিমধ্যে বিভিন্ন ঠাইত অভিযান চলাই কেইবাজনকো গ্ৰেপ্তাৰ কৰিছে। সামাজিক মাধ্যমত দেশবিৰোধী মন্তব্য কৰাসকলৰ ওপৰত চোকা দৃষ্টি ৰখা হৈছে। মুখ্যমন্ত্ৰীয়ে কয় যে দেশৰ নিৰাপত্তাৰ প্ৰশ্নত কোনো আপোচ কৰা নহ’ব। ■ নিৰ্বাচনী সভাত বক্তব্য ■ পঞ্চায়ত নিৰ্বাচনৰ প্ৰচাৰত অংশগ্ৰহণ কৰি মুখ্যমন্ত্ৰীয়ে বিভিন্ন উন্নয়নমূলক আঁচনিৰ কথা উল্লেখ কৰে। তেওঁ কয় যে গাঁৱলীয়া অঞ্চলৰ উন্নয়নৰ বাবে চৰকাৰে বহু আঁচনি হাতত লৈছে। ■ নিৰ্বাচনী সভাত মুখ্যমন্ত্ৰীৰ আহ্বান ■ তেওঁ ৰাইজক শান্তিপূৰ্ণভাৱে ভোটদান কৰিবলৈ আহ্বান জনায়। ■ সুৰক্ষাৰ প্ৰশ্নত কঠোৰ নীতি ■ ৰাজ্য চৰকাৰে সীমান্ত অঞ্চলত নজৰদাৰী বৃদ্ধি কৰাৰ সিদ্ধান্ত লৈছে আৰু আৰক্ষীক সদা সতৰ্ক থাকিবলৈ নিৰ্দেশ দিছে।: [354, 1092, 520, 1218]
ad3-doc1-q: MBBS, MS (Ophthalmology) Phaco & Glaucoma Surgeon: [760, 721, 925, 734]
ad4-address: ডিব্ৰুগড়, মনিহাৰী পট্টি, মোবাইল নং: [780, 1190, 864, 1196]
ad2-address: K.K.Handique Path, Jorhat - 785001 Assam: [745, 646, 899, 655]
ad1-adv-label: Advantages:: [719, 171, 762, 178]
article3-text: নিজা বাতৰি দিওঁতা, ২ মে’ : সৰভোগ থানাৰ অন্তৰ্গত চকচকাত ২৭ নং ৰাষ্ট্ৰীয় ঘাইপথত আজি সংঘটিত এক পথ দুৰ্ঘটনাত এজনৰ মৃত্যু হয়। দুৰ্ঘটনাৰ পিছতে স্থানীয় লোকে আহতজনক হাস্পতাললৈ লৈ যায় যদিও চিকিৎসকে মৃত বুলি ঘোষণা কৰে। আৰক্ষীয়ে দুৰ্ঘটনাৰ তদন্ত আৰম্ভ কৰিছে।: [428, 146, 696, 170]
article6-text-a: মুখ্যমন্ত্ৰী ড০ হিমন্ত বিশ্ব শৰ্মাই কয় যে অসমত থাকি পাকিস্তানৰ প্ৰশংসা কৰাসকলৰ বিৰুদ্ধে কঠোৰ ব্যৱস্থা গ্ৰহণ কৰা হ’ব। তেওঁ কয় যে ৰাজ্যৰ শান্তি-শৃংখলা বিনষ্ট কৰিব বিচৰাসকলক কোনো কাৰণতে ৰেহাই দিয়া নহ’ব। আৰক্ষীয়ে ইতিমধ্যে বিভিন্ন ঠাইত অভিযান চলাই কেইবাজনকো গ্ৰেপ্তাৰ কৰিছে। সামাজিক মাধ্যমত দেশবিৰোধী মন্তব্য কৰাসকলৰ ওপৰত চোকা দৃষ্টি ৰখা হৈছে। মুখ্যমন্ত্ৰীয়ে কয় যে দেশৰ নিৰাপত্তাৰ প্ৰশ্নত কোনো আপোচ কৰা নহ’ব। ■ নিৰ্বাচনী সভাত বক্তব্য ■ পঞ্চায়ত নিৰ্বাচনৰ প্ৰচাৰত অংশগ্ৰহণ কৰি মুখ্যমন্ত্ৰীয়ে বিভিন্ন উন্নয়নমূলক আঁচনিৰ কথা উল্লেখ কৰে। তেওঁ কয় যে গাঁৱলীয়া অঞ্চলৰ উন্নয়নৰ বাবে চৰকাৰে বহু আঁচনি হাতত লৈছে। ■ নিৰ্বাচনী সভাত মুখ্যমন্ত্ৰীৰ আহ্বান ■ তেওঁ ৰাইজক শান্তিপূৰ্ণভাৱে ভোটদান কৰিবলৈ আহ্বান জনায়। ■ সুৰক্ষাৰ প্ৰশ্নত কঠোৰ নীতি ■ ৰাজ্য চৰকাৰে সীমান্ত অঞ্চলত নজৰদাৰী বৃদ্ধি কৰাৰ সিদ্ধান্ত লৈছে আৰু আৰক্ষীক সদা সতৰ্ক থাকিবলৈ নিৰ্দেশ দিছে।: [10, 975, 176, 1100]
ad1-experience: Experience the Advantages of LAPAROSCOPIC GYNAE SURGERY: [720, 197, 786, 233]
article6-text-d: মুখ্যমন্ত্ৰী ড০ হিমন্ত বিশ্ব শৰ্মাই কয় যে অসমত থাকি পাকিস্তানৰ প্ৰশংসা কৰাসকলৰ বিৰুদ্ধে কঠোৰ ব্যৱস্থা গ্ৰহণ কৰা হ’ব। তেওঁ কয় যে ৰাজ্যৰ শান্তি-শৃংখলা বিনষ্ট কৰিব বিচৰাসকলক কোনো কাৰণতে ৰেহাই দিয়া নহ’ব। আৰক্ষীয়ে ইতিমধ্যে বিভিন্ন ঠাইত অভিযান চলাই কেইবাজনকো গ্ৰেপ্তাৰ কৰিছে। সামাজিক মাধ্যমত দেশবিৰোধী মন্তব্য কৰাসকলৰ ওপৰত চোকা দৃষ্টি ৰখা হৈছে। মুখ্যমন্ত্ৰীয়ে কয় যে দেশৰ নিৰাপত্তাৰ প্ৰশ্নত কোনো আপোচ কৰা নহ’ব। ■ নিৰ্বাচনী সভাত বক্তব্য ■ পঞ্চায়ত নিৰ্বাচনৰ প্ৰচাৰত অংশগ্ৰহণ কৰি মুখ্যমন্ত্ৰীয়ে বিভিন্ন উন্নয়নমূলক আঁচনিৰ কথা উল্লেখ কৰে। তেওঁ কয় যে গাঁৱলীয়া অঞ্চলৰ উন্নয়নৰ বাবে চৰকাৰে বহু আঁচনি হাতত লৈছে। ■ নিৰ্বাচনী সভাত মুখ্যমন্ত্ৰীৰ আহ্বান ■ তেওঁ ৰাইজক শান্তিপূৰ্ণভাৱে ভোটদান কৰিবলৈ আহ্বান জনায়। ■ সুৰক্ষাৰ প্ৰশ্নত কঠোৰ নীতি ■ ৰাজ্য চৰকাৰে সীমান্ত অঞ্চলত নজৰদাৰী বৃদ্ধি কৰাৰ সিদ্ধান্ত লৈছে আৰু আৰক্ষীক সদা সতৰ্ক থাকিবলৈ নিৰ্দেশ দিছে।: [182, 975, 348, 1100]
article5-body-col2: [420, 482, 560, 937]
ad1-phone: +91 9365881431 / 0373 2327717: [784, 331, 903, 340]
essilor-logo: [860, 443, 920, 503]
masthead: [10, 6, 935, 40]
ad4-item-9: ৯। গ্ৰাহকৰ চাহিদা অনুসৰি: [792, 1107, 858, 1114]
ad1-address: Mancotta Road, Dibrugarh: [775, 313, 869, 322]
ad5-registration: পঞ্জীয়ন নং : ১৮৩১১০০২০৩: [784, 1259, 860, 1266]
ad-chandraprabha: [709, 352, 935, 662]
accident-news-box: [420, 120, 702, 445]
ad3-services: Cataract • Glaucoma • Retina • Oculoplasty • Cornea • Paediatric Ophthalmology • Optical: [722, 885, 922, 897]
ad5-doc1-desc: মেডিছিন, শিশুৰোগ বিশেষজ্ঞ: [785, 1301, 859, 1308]
ad-pattani: [709, 940, 935, 1210]
eye-logo-icon: [716, 673, 742, 699]
article1-body-c2d: ৰাজ্যখনৰ উৎসৱমুখৰ পৰিৱেশত পঞ্চায়ত নিৰ্বাচনৰ ভোটদান সম্পন্ন হয়। বিভিন্ন কেন্দ্ৰত ভোটাৰসকলে শাৰী পাতি নিজৰ মতাধিকাৰ সাব্যস্ত কৰে। উল্লেখযোগ্য যে নিৰ্বাচনী আয়োগে শান্তিপূৰ্ণ ভোটগ্ৰহণৰ বাবে ব্যাপক ব্যৱস্থা গ্ৰহণ কৰিছিল। জিলা প্ৰশাসনৰ তৎপৰতাত প্ৰতিটো কেন্দ্ৰত সুৰক্ষা ব্যৱস্থা কঠোৰ কৰা হয়। নিৰ্বাচনী প্ৰক্ৰিয়াত ইভিএমৰ ব্যৱহাৰ, ভোটাৰ তালিকা, মহিলা ভোটাৰৰ অংশগ্ৰহণ আদি বিষয়ত বিশেষ গুৰুত্ব দিয়া হয়। বহু ঠাইত দীঘলীয়া শাৰী দেখা যায় আৰু পুৱাৰে পৰাই ভোটাৰসকল কেন্দ্ৰমুখী হয়। ■ দিচাংমুখত ভোটৰ হাৰ ■ দিনটোৰ শেষত গণনাৰ প্ৰক্ৰিয়া আৰম্ভ হোৱাৰ আশা কৰা হৈছে। সমষ্টিটোত বিভিন্ন দলৰ প্ৰাৰ্থীয়ে নিজৰ নিজৰ বিজয় সম্পৰ্কে আশাবাদী। ■ চিকিৎসীয়াৰ চামদাঙত এটা কেন্দ্ৰত ভোটৰ উৎসাহ ■ স্থানীয় লোকসকলে কয় যে উন্নয়নৰ স্বাৰ্থত ভোটদান কৰা হৈছে। দুৰ্গম অঞ্চলতো ভোটাৰৰ উপস্থিতি সন্তোষজনক আছিল বুলি প্ৰশাসনে জনাইছে।: [140, 559, 264, 718]
ad1-hospital: SRIMANTA SANKARDEVA HOSPITAL: [742, 299, 902, 309]
ad2-tag1: The best and the only one in North-East: [741, 539, 903, 549]
ad4-item-2: ২। ডাৰ্মিট প্ৰুফ: [792, 1026, 829, 1034]
ad4-item-3: ৩। জলৰোধী: [792, 1038, 825, 1045]
ad5-doc1-details: মেডিছিন, শিশুৰোগ বিশেষজ্ঞ: [718, 1311, 787, 1318]
phone-icon: ☎: [772, 331, 785, 340]
article1-headline: দিচাংমুখ-চামদাঙত ভোট...: [10, 53, 195, 73]
article5-text-i: প্ৰয়োজন হ’লে ৰাজপথতো যুদ্ধবিমান অৱতৰণ কৰিব পৰাকৈ ভাৰতীয় বায়ুসেনাই উত্তৰ প্ৰদেশৰ গংগা এক্সপ্ৰেছৱেত মহড়া চলায়। ৰাফেল, ছুখয় আৰু মিৰাজ যুদ্ধবিমানে এই মহড়াত অংশ লয়। প্ৰতিৰক্ষা বিশেষজ্ঞসকলে কয় যে এনে ব্যৱস্থাই দেশৰ সামৰিক প্ৰস্তুতি অধিক শক্তিশালী কৰিব। ■ পহলগাঁৱৰ সন্ত্ৰাসবাদী আক্ৰমণৰ পিছত উদ্ভূত পৰিস্থিতি ■ কেন্দ্ৰীয় চৰকাৰে সকলো ধৰণৰ প্ৰস্তুতি অব্যাহত ৰাখিছে। বায়ুসেনাৰ বিষয়াসকলে জনায় যে এক্সপ্ৰেছৱেখনত দিনৰ লগতে ৰাতিও বিমান অৱতৰণৰ সুবিধা আছে। ■ ক্ষিপ্ৰতাৰে উঠিবলৈ সক্ষম বিমান ■ বিশেষজ্ঞসকলে এই ধৰণৰ মহড়াক সময়োপযোগী বুলি আখ্যা দিছে। ■ ভাৰত-পাকিস্তান সীমান্তত উত্তেজনা ■ সীমান্ত অঞ্চলত সেনাৰ তৎপৰতা বৃদ্ধি কৰা হৈছে আৰু নাগৰিকসকলক সতৰ্ক থাকিবলৈ পৰামৰ্শ দিয়া হৈছে।: [564, 725, 703, 851]
ad2-sunday: Sunday closed: [790, 615, 854, 625]
article6-text-j: মুখ্যমন্ত্ৰী ড০ হিমন্ত বিশ্ব শৰ্মাই কয় যে অসমত থাকি পাকিস্তানৰ প্ৰশংসা কৰাসকলৰ বিৰুদ্ধে কঠোৰ ব্যৱস্থা গ্ৰহণ কৰা হ’ব। তেওঁ কয় যে ৰাজ্যৰ শান্তি-শৃংখলা বিনষ্ট কৰিব বিচৰাসকলক কোনো কাৰণতে ৰেহাই দিয়া নহ’ব। আৰক্ষীয়ে ইতিমধ্যে বিভিন্ন ঠাইত অভিযান চলাই কেইবাজনকো গ্ৰেপ্তাৰ কৰিছে। সামাজিক মাধ্যমত দেশবিৰোধী মন্তব্য কৰাসকলৰ ওপৰত চোকা দৃষ্টি ৰখা হৈছে। মুখ্যমন্ত্ৰীয়ে কয় যে দেশৰ নিৰাপত্তাৰ প্ৰশ্নত কোনো আপোচ কৰা নহ’ব। ■ নিৰ্বাচনী সভাত বক্তব্য ■ পঞ্চায়ত নিৰ্বাচনৰ প্ৰচাৰত অংশগ্ৰহণ কৰি মুখ্যমন্ত্ৰীয়ে বিভিন্ন উন্নয়নমূলক আঁচনিৰ কথা উল্লেখ কৰে। তেওঁ কয় যে গাঁৱলীয়া অঞ্চলৰ উন্নয়নৰ বাবে চৰকাৰে বহু আঁচনি হাতত লৈছে। ■ নিৰ্বাচনী সভাত মুখ্যমন্ত্ৰীৰ আহ্বান ■ তেওঁ ৰাইজক শান্তিপূৰ্ণভাৱে ভোটদান কৰিবলৈ আহ্বান জনায়। ■ সুৰক্ষাৰ প্ৰশ্নত কঠোৰ নীতি ■ ৰাজ্য চৰকাৰে সীমান্ত অঞ্চলত নজৰদাৰী বৃদ্ধি কৰাৰ সিদ্ধান্ত লৈছে আৰু আৰক্ষীক সদা সতৰ্ক থাকিবলৈ নিৰ্দেশ দিছে।: [526, 975, 703, 1083]
ad3-bullet-4: Organised more than 1000 free eye camps.: [716, 873, 839, 880]
divider-line: [275, 453, 703, 454]
article3-headline: সৰ্বভোগত পথ দুৰ্ঘটনাত এজনৰ মৃত্যু: [475, 125, 651, 139]
edger-machine-photo: [718, 407, 848, 532]
article6-headline: অসমৰ নিমখ খাই পাকিস্তানৰ গুণ গোৱাসকলক ৰেহাই দিয়া নহ’ব: [20, 945, 457, 965]
ad3-bullet-3: 10 years of experience of managing eye hospital.: [716, 866, 856, 872]
ad4-item-4: ৪। বতৰ সহনশীল: [792, 1049, 837, 1057]
article3-text-r: নিজা বাতৰি দিওঁতা, ২ মে’ : সৰভোগ থানাৰ অন্তৰ্গত চকচকাত ২৭ নং ৰাষ্ট্ৰীয় ঘাইপথত আজি সংঘটিত এক পথ দুৰ্ঘটনাত এজনৰ মৃত্যু হয়। দুৰ্ঘটনাৰ পিছতে স্থানীয় লোকে আহতজনক হাস্পতাললৈ লৈ যায় যদিও চিকিৎসকে মৃত বুলি ঘোষণা কৰে। আৰক্ষীয়ে দুৰ্ঘটনাৰ তদন্ত আৰম্ভ কৰিছে।: [428, 162, 696, 196]
door-frame-photo: [720, 987, 788, 1171]
article1-body-c2c: ৰাজ্যখনৰ উৎসৱমুখৰ পৰিৱেশত পঞ্চায়ত নিৰ্বাচনৰ ভোটদান সম্পন্ন হয়। বিভিন্ন কেন্দ্ৰত ভোটাৰসকলে শাৰী পাতি নিজৰ মতাধিকাৰ সাব্যস্ত কৰে। উল্লেখযোগ্য যে নিৰ্বাচনী আয়োগে শান্তিপূৰ্ণ ভোটগ্ৰহণৰ বাবে ব্যাপক ব্যৱস্থা গ্ৰহণ কৰিছিল। জিলা প্ৰশাসনৰ তৎপৰতাত প্ৰতিটো কেন্দ্ৰত সুৰক্ষা ব্যৱস্থা কঠোৰ কৰা হয়। নিৰ্বাচনী প্ৰক্ৰিয়াত ইভিএমৰ ব্যৱহাৰ, ভোটাৰ তালিকা, মহিলা ভোটাৰৰ অংশগ্ৰহণ আদি বিষয়ত বিশেষ গুৰুত্ব দিয়া হয়। বহু ঠাইত দীঘলীয়া শাৰী দেখা যায় আৰু পুৱাৰে পৰাই ভোটাৰসকল কেন্দ্ৰমুখী হয়। ■ দিচাংমুখত ভোটৰ হাৰ ■ দিনটোৰ শেষত গণনাৰ প্ৰক্ৰিয়া আৰম্ভ হোৱাৰ আশা কৰা হৈছে। সমষ্টিটোত বিভিন্ন দলৰ প্ৰাৰ্থীয়ে নিজৰ নিজৰ বিজয় সম্পৰ্কে আশাবাদী। ■ চিকিৎসীয়াৰ চামদাঙত এটা কেন্দ্ৰত ভোটৰ উৎসাহ ■ স্থানীয় লোকসকলে কয় যে উন্নয়নৰ স্বাৰ্থত ভোটদান কৰা হৈছে। দুৰ্গম অঞ্চলতো ভোটাৰৰ উপস্থিতি সন্তোষজনক আছিল বুলি প্ৰশাসনে জনাইছে।: [140, 399, 264, 558]
article6-text-f: মুখ্যমন্ত্ৰী ড০ হিমন্ত বিশ্ব শৰ্মাই কয় যে অসমত থাকি পাকিস্তানৰ প্ৰশংসা কৰাসকলৰ বিৰুদ্ধে কঠোৰ ব্যৱস্থা গ্ৰহণ কৰা হ’ব। তেওঁ কয় যে ৰাজ্যৰ শান্তি-শৃংখলা বিনষ্ট কৰিব বিচৰাসকলক কোনো কাৰণতে ৰেহাই দিয়া নহ’ব। আৰক্ষীয়ে ইতিমধ্যে বিভিন্ন ঠাইত অভিযান চলাই কেইবাজনকো গ্ৰেপ্তাৰ কৰিছে। সামাজিক মাধ্যমত দেশবিৰোধী মন্তব্য কৰাসকলৰ ওপৰত চোকা দৃষ্টি ৰখা হৈছে। মুখ্যমন্ত্ৰীয়ে কয় যে দেশৰ নিৰাপত্তাৰ প্ৰশ্নত কোনো আপোচ কৰা নহ’ব। ■ নিৰ্বাচনী সভাত বক্তব্য ■ পঞ্চায়ত নিৰ্বাচনৰ প্ৰচাৰত অংশগ্ৰহণ কৰি মুখ্যমন্ত্ৰীয়ে বিভিন্ন উন্নয়নমূলক আঁচনিৰ কথা উল্লেখ কৰে। তেওঁ কয় যে গাঁৱলীয়া অঞ্চলৰ উন্নয়নৰ বাবে চৰকাৰে বহু আঁচনি হাতত লৈছে। ■ নিৰ্বাচনী সভাত মুখ্যমন্ত্ৰীৰ আহ্বান ■ তেওঁ ৰাইজক শান্তিপূৰ্ণভাৱে ভোটদান কৰিবলৈ আহ্বান জনায়। ■ সুৰক্ষাৰ প্ৰশ্নত কঠোৰ নীতি ■ ৰাজ্য চৰকাৰে সীমান্ত অঞ্চলত নজৰদাৰী বৃদ্ধি কৰাৰ সিদ্ধান্ত লৈছে আৰু আৰক্ষীক সদা সতৰ্ক থাকিবলৈ নিৰ্দেশ দিছে।: [182, 1210, 348, 1336]
ad2-tag2: Essilor NEKSIA 600 Edger Machine: [721, 552, 923, 566]
ad1-consultant-label: Consultant :: [850, 197, 891, 204]
article6-text-l: মুখ্যমন্ত্ৰী ড০ হিমন্ত বিশ্ব শৰ্মাই কয় যে অসমত থাকি পাকিস্তানৰ প্ৰশংসা কৰাসকলৰ বিৰুদ্ধে কঠোৰ ব্যৱস্থা গ্ৰহণ কৰা হ’ব। তেওঁ কয় যে ৰাজ্যৰ শান্তি-শৃংখলা বিনষ্ট কৰিব বিচৰাসকলক কোনো কাৰণতে ৰেহাই দিয়া নহ’ব। আৰক্ষীয়ে ইতিমধ্যে বিভিন্ন ঠাইত অভিযান চলাই কেইবাজনকো গ্ৰেপ্তাৰ কৰিছে। সামাজিক মাধ্যমত দেশবিৰোধী মন্তব্য কৰাসকলৰ ওপৰত চোকা দৃষ্টি ৰখা হৈছে। মুখ্যমন্ত্ৰীয়ে কয় যে দেশৰ নিৰাপত্তাৰ প্ৰশ্নত কোনো আপোচ কৰা নহ’ব। ■ নিৰ্বাচনী সভাত বক্তব্য ■ পঞ্চায়ত নিৰ্বাচনৰ প্ৰচাৰত অংশগ্ৰহণ কৰি মুখ্যমন্ত্ৰীয়ে বিভিন্ন উন্নয়নমূলক আঁচনিৰ কথা উল্লেখ কৰে। তেওঁ কয় যে গাঁৱলীয়া অঞ্চলৰ উন্নয়নৰ বাবে চৰকাৰে বহু আঁচনি হাতত লৈছে। ■ নিৰ্বাচনী সভাত মুখ্যমন্ত্ৰীৰ আহ্বান ■ তেওঁ ৰাইজক শান্তিপূৰ্ণভাৱে ভোটদান কৰিবলৈ আহ্বান জনায়। ■ সুৰক্ষাৰ প্ৰশ্নত কঠোৰ নীতি ■ ৰাজ্য চৰকাৰে সীমান্ত অঞ্চলত নজৰদাৰী বৃদ্ধি কৰাৰ সিদ্ধান্ত লৈছে আৰু আৰক্ষীক সদা সতৰ্ক থাকিবলৈ নিৰ্দেশ দিছে।: [526, 1193, 703, 1302]
article6-body-col1: [10, 975, 176, 1560]
column-divider: [269, 50, 270, 938]
article5-text-c: প্ৰয়োজন হ’লে ৰাজপথতো যুদ্ধবিমান অৱতৰণ কৰিব পৰাকৈ ভাৰতীয় বায়ুসেনাই উত্তৰ প্ৰদেশৰ গংগা এক্সপ্ৰেছৱেত মহড়া চলায়। ৰাফেল, ছুখয় আৰু মিৰাজ যুদ্ধবিমানে এই মহড়াত অংশ লয়। প্ৰতিৰক্ষা বিশেষজ্ঞসকলে কয় যে এনে ব্যৱস্থাই দেশৰ সামৰিক প্ৰস্তুতি অধিক শক্তিশালী কৰিব। ■ পহলগাঁৱৰ সন্ত্ৰাসবাদী আক্ৰমণৰ পিছত উদ্ভূত পৰিস্থিতি ■ কেন্দ্ৰীয় চৰকাৰে সকলো ধৰণৰ প্ৰস্তুতি অব্যাহত ৰাখিছে। বায়ুসেনাৰ বিষয়াসকলে জনায় যে এক্সপ্ৰেছৱেখনত দিনৰ লগতে ৰাতিও বিমান অৱতৰণৰ সুবিধা আছে। ■ ক্ষিপ্ৰতাৰে উঠিবলৈ সক্ষম বিমান ■ বিশেষজ্ঞসকলে এই ধৰণৰ মহড়াক সময়োপযোগী বুলি আখ্যা দিছে। ■ ভাৰত-পাকিস্তান সীমান্তত উত্তেজনা ■ সীমান্ত অঞ্চলত সেনাৰ তৎপৰতা বৃদ্ধি কৰা হৈছে আৰু নাগৰিকসকলক সতৰ্ক থাকিবলৈ পৰামৰ্শ দিয়া হৈছে।: [275, 725, 415, 851]
ad4-brand: Pattani: [718, 946, 799, 970]
ad4-phone: ফোন নং: ৯১৩৩৫৪৭৫৩৫: [788, 1199, 856, 1206]
article6-body-col4: [526, 975, 703, 1560]
article4-body: [428, 272, 696, 442]
article2-byline: এক নিৰ্দিষ্ট পৰা: [275, 80, 319, 87]
article5-body-col3: [564, 482, 703, 937]
article1-body-repeat: ৰাজ্যখনৰ উৎসৱমুখৰ পৰিৱেশত পঞ্চায়ত নিৰ্বাচনৰ ভোটদান সম্পন্ন হয়। বিভিন্ন কেন্দ্ৰত ভোটাৰসকলে শাৰী পাতি নিজৰ মতাধিকাৰ সাব্যস্ত কৰে। উল্লেখযোগ্য যে নিৰ্বাচনী আয়োগে শান্তিপূৰ্ণ ভোটগ্ৰহণৰ বাবে ব্যাপক ব্যৱস্থা গ্ৰহণ কৰিছিল। জিলা প্ৰশাসনৰ তৎপৰতাত প্ৰতিটো কেন্দ্ৰত সুৰক্ষা ব্যৱস্থা কঠোৰ কৰা হয়। নিৰ্বাচনী প্ৰক্ৰিয়াত ইভিএমৰ ব্যৱহাৰ, ভোটাৰ তালিকা, মহিলা ভোটাৰৰ অংশগ্ৰহণ আদি বিষয়ত বিশেষ গুৰুত্ব দিয়া হয়। বহু ঠাইত দীঘলীয়া শাৰী দেখা যায় আৰু পুৱাৰে পৰাই ভোটাৰসকল কেন্দ্ৰমুখী হয়। ■ দিচাংমুখত ভোটৰ হাৰ ■ দিনটোৰ শেষত গণনাৰ প্ৰক্ৰিয়া আৰম্ভ হোৱাৰ আশা কৰা হৈছে। সমষ্টিটোত বিভিন্ন দলৰ প্ৰাৰ্থীয়ে নিজৰ নিজৰ বিজয় সম্পৰ্কে আশাবাদী। ■ চিকিৎসীয়াৰ চামদাঙত এটা কেন্দ্ৰত ভোটৰ উৎসাহ ■ স্থানীয় লোকসকলে কয় যে উন্নয়নৰ স্বাৰ্থত ভোটদান কৰা হৈছে। দুৰ্গম অঞ্চলতো ভোটাৰৰ উপস্থিতি সন্তোষজনক আছিল বুলি প্ৰশাসনে জনাইছে।: [10, 239, 134, 399]
